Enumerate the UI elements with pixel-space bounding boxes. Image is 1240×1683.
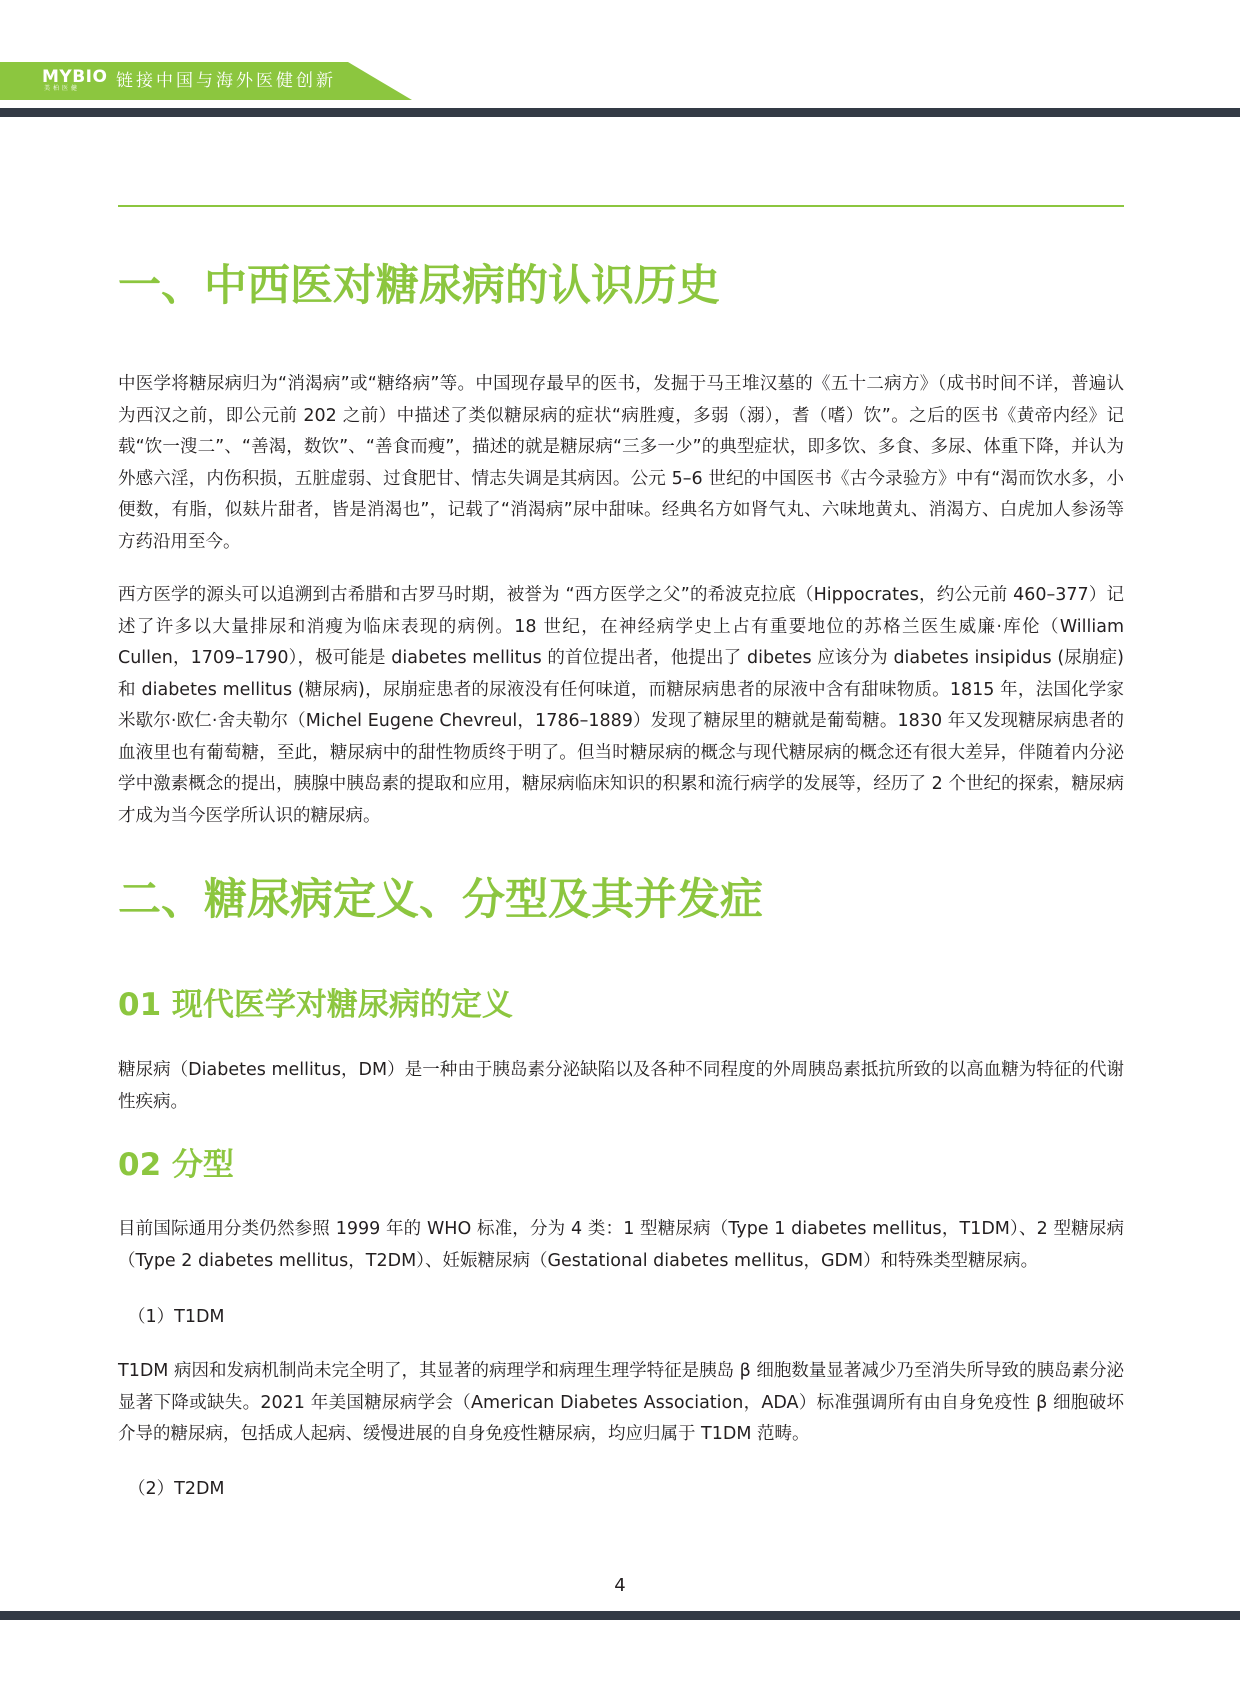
item-t2dm-label: （2）T2DM (128, 1479, 225, 1499)
definition-paragraph: 糖尿病（Diabetes mellitus，DM）是一种由于胰岛素分泌缺陷以及各种不同程度的外周胰岛素抵抗所致的以高血糖为特征的代谢性疾病。 (118, 1060, 1124, 1112)
section-1-paragraph-2: 西方医学的源头可以追溯到古希腊和古罗马时期，被誉为 “西方医学之父”的希波克拉底（Hippocrates，约公元前 460–377）记述了许多以大量排尿和消瘦为临床表现的病例。18 世纪，在神经病学史上占有重要地位的苏格兰医生威廉·库伦（William Cullen，1709–1790），极可能是 diabetes mellitus 的首位提出者，他提出了 dibetes 应该分为 diabetes insipidus (尿崩症) 和 diabetes mellitus (糖尿病)，尿崩症患者的尿液没有任何味道，而糖尿病患者的尿液中含有甜味物质。1815 年，法国化学家米歇尔·欧仁·舍夫勒尔（Michel Eugene Chevreul，1786–1889）发现了糖尿里的糖就是葡萄糖。1830 年又发现糖尿病患者的血液里也有葡萄糖，至此，糖尿病中的甜性物质终于明了。但当时糖尿病的概念与现代糖尿病的概念还有很大差异，伴随着内分泌学中激素概念的提出，胰腺中胰岛素的提取和应用，糖尿病临床知识的积累和流行病学的发展等，经历了 2 个世纪的探索，糖尿病才成为当今医学所认识的糖尿病。 (118, 585, 1125, 826)
logo-subtitle: 美柏医健 (44, 85, 81, 92)
section-1-paragraph-1: 中医学将糖尿病归为“消渴病”或“糖络病”等。中国现存最早的医书，发掘于马王堆汉墓的《五十二病方》（成书时间不详，普遍认为西汉之前，即公元前 202 之前）中描述了类似糖尿病的症状“病胜瘦，多弱（溺），耆（嗜）饮”。之后的医书《黄帝内经》记载“饮一溲二”、“善渴，数饮”、“善食而瘦”，描述的就是糖尿病“三多一少”的典型症状，即多饮、多食、多尿、体重下降，并认为外感六淫，内伤积损，五脏虚弱、过食肥甘、情志失调是其病因。公元 5–6 世纪的中国医书《古今录验方》中有“渴而饮水多，小便数，有脂，似麸片甜者，皆是消渴也”，记载了“消渴病”尿中甜味。经典名方如肾气丸、六味地黄丸、消渴方、白虎加人参汤等方药沿用至今。 (118, 374, 1124, 552)
subsection-definition-title: 01 现代医学对糖尿病的定义 (118, 987, 513, 1023)
t1dm-paragraph: T1DM 病因和发病机制尚未完全明了，其显著的病理学和病理生理学特征是胰岛 β 细胞数量显著减少乃至消失所导致的胰岛素分泌显著下降或缺失。2021 年美国糖尿病学会（American Diabetes Association，ADA）标准强调所有由自身免疫性 β 细胞破坏介导的糖尿病，包括成人起病、缓慢进展的自身免疫性糖尿病，均应归属于 T1DM 范畴。 (118, 1361, 1124, 1444)
classification-paragraph: 目前国际通用分类仍然参照 1999 年的 WHO 标准，分为 4 类：1 型糖尿病（Type 1 diabetes mellitus，T1DM）、2 型糖尿病（Type 2 diabetes mellitus，T2DM）、妊娠糖尿病（Gestational diabetes mellitus，GDM）和特殊类型糖尿病。 (118, 1219, 1124, 1271)
subsection-classification-title: 02 分型 (118, 1147, 234, 1183)
mybio-logo (42, 68, 108, 92)
item-t1dm-label: （1）T1DM (128, 1307, 225, 1327)
section-1-title: 一、中西医对糖尿病的认识历史 (118, 261, 720, 311)
bottom-divider-bar (0, 1611, 1240, 1620)
header-tagline: 链接中国与海外医健创新 (116, 71, 336, 91)
top-divider-bar (0, 108, 1240, 117)
logo-text: MYBIO (42, 67, 108, 87)
content-top-rule (118, 205, 1124, 207)
section-2-title: 二、糖尿病定义、分型及其并发症 (118, 875, 763, 925)
page-number: 4 (614, 1575, 626, 1596)
